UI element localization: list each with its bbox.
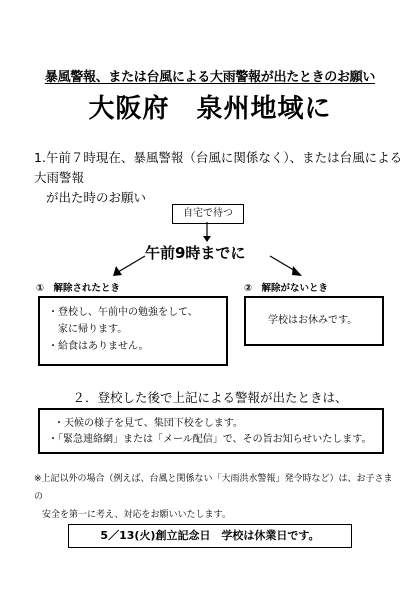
holiday-box: 5／13(火)創立記念日 学校は休業日です。 [68,524,352,548]
section-2-heading: ２．登校した後で上記による警報が出たときは、 [72,390,348,405]
arrow-left-line [118,256,145,272]
section-2-item-1: ・天候の様子を見て、集団下校をします。 [54,418,243,429]
released-box [38,296,228,366]
section-1-line-1: 1.午前７時現在、暴風警報（台風に関係なく）、または台風による大雨警報 [34,150,403,185]
section-1-line-2: が出た時のお願い [46,190,147,205]
section-2-item-2: ・「緊急連絡網」または「メール配信」で、その旨お知らせいたします。 [48,434,372,445]
condition-not-released: ② 解除がないとき [244,283,329,294]
subtitle: 暴風警報、または台風による大雨警報が出たときのお願い [44,70,376,85]
note [34,470,394,524]
note-line-2: 安全を第一に考え、対応をお願いいたします。 [42,510,231,520]
page-title: 大阪府 泉州地域に [88,94,332,124]
deadline-label: 午前9時までに [145,244,246,262]
section-2-box [38,408,384,454]
arrow-right-head [292,266,302,276]
home-wait-box: 自宅で待つ [172,204,244,224]
note-line-1: ※上記以外の場合（例えば、台風と関係ない「大雨洪水警報」発令時など）は、お子さまの [34,474,393,502]
condition-released: ① 解除されたとき [36,283,121,294]
released-item-3: ・給食はありません。 [48,341,149,352]
not-released-item: 学校はお休みです。 [268,315,358,326]
released-item-1: ・登校し、午前中の勉強をして、 [48,307,198,318]
released-item-2: 家に帰ります。 [48,324,128,335]
not-released-box [244,296,384,346]
